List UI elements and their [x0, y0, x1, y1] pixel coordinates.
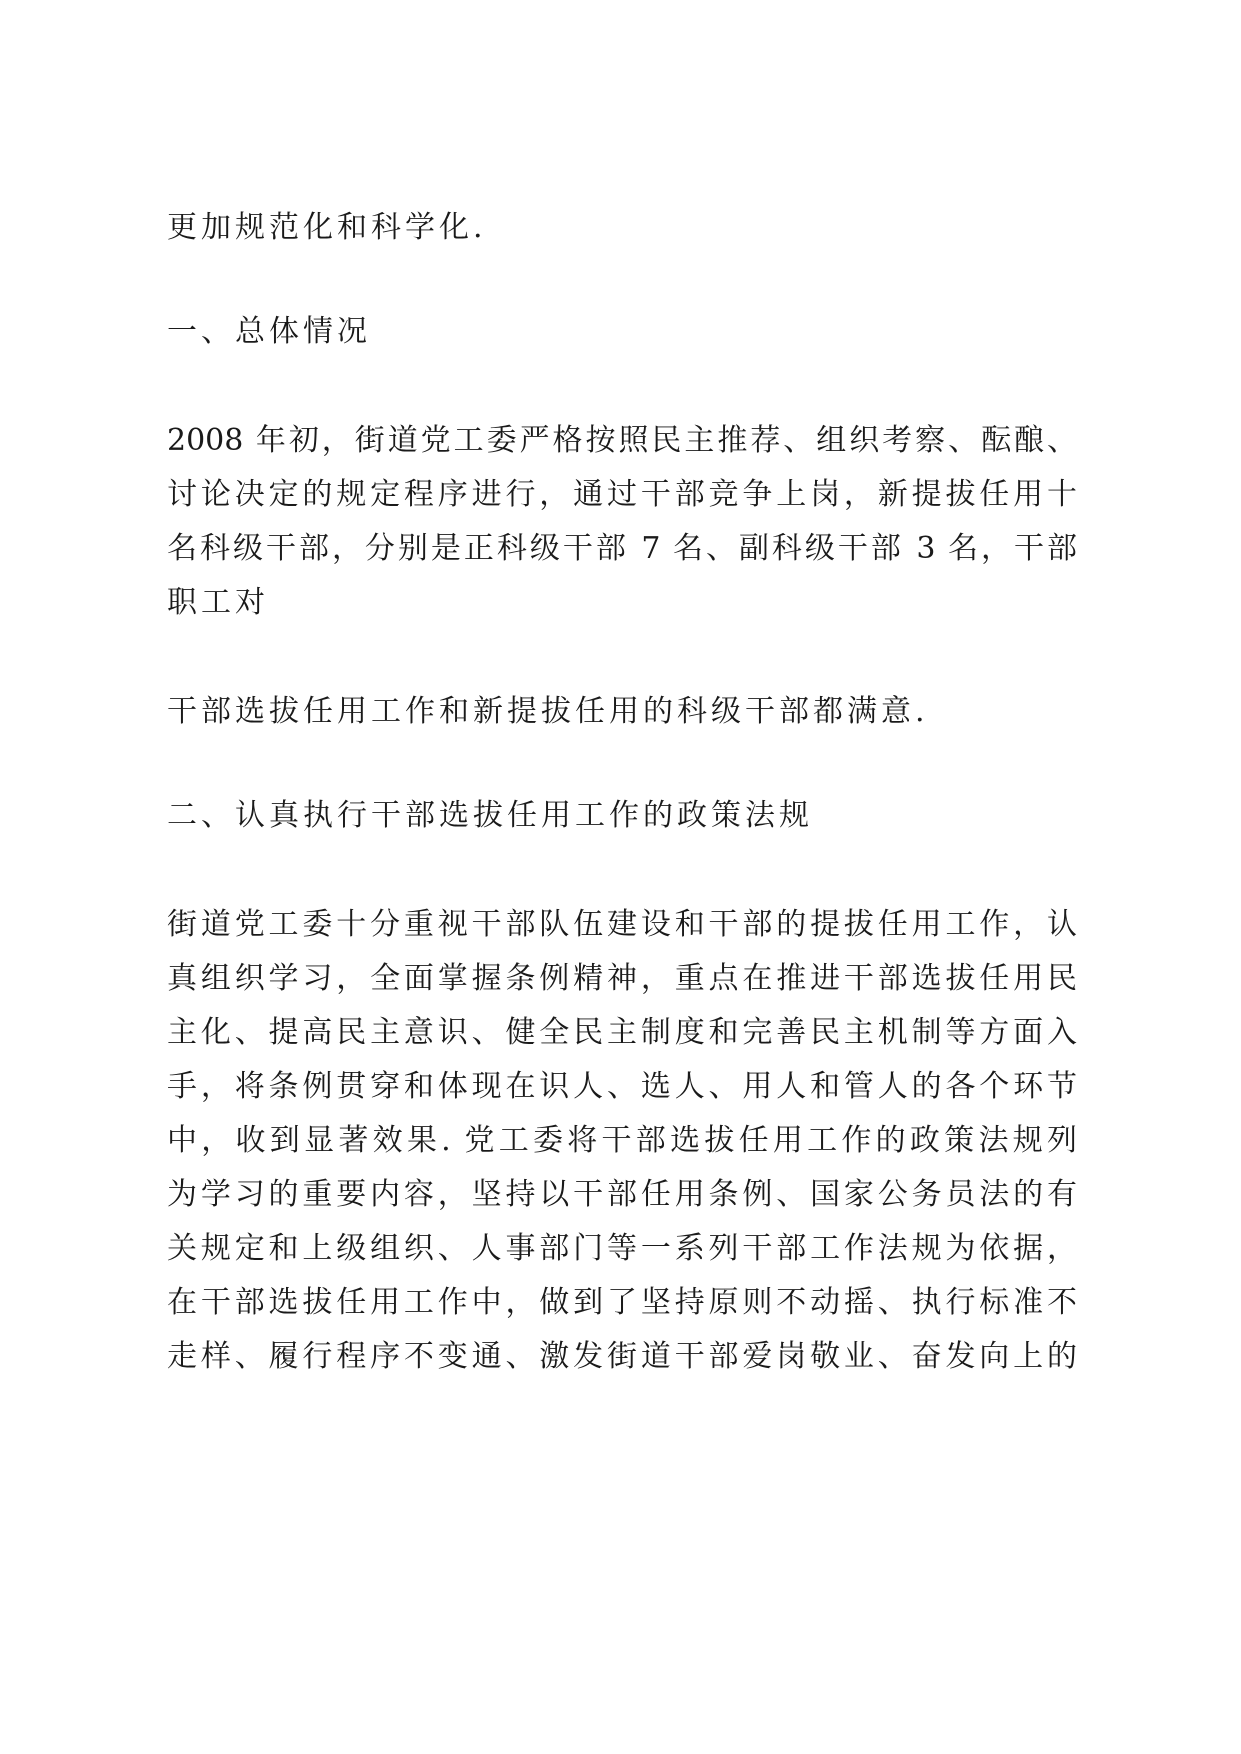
- paragraph-line: 名科级干部，分别是正科级干部 7 名、副科级干部 3 名，干部: [167, 531, 1077, 566]
- paragraph-line: 讨论决定的规定程序进行，通过干部竞争上岗，新提拔任用十: [167, 477, 1077, 512]
- paragraph-line: 街道党工委十分重视干部队伍建设和干部的提拔任用工作，认: [167, 907, 1077, 942]
- paragraph-line: 2008 年初，街道党工委严格按照民主推荐、组织考察、酝酿、: [167, 423, 1077, 458]
- paragraph-line: 为学习的重要内容，坚持以干部任用条例、国家公务员法的有: [167, 1177, 1077, 1212]
- paragraph-line: 手，将条例贯穿和体现在识人、选人、用人和管人的各个环节: [167, 1069, 1077, 1104]
- paragraph-line: 在干部选拔任用工作中，做到了坚持原则不动摇、执行标准不: [167, 1285, 1077, 1320]
- paragraph-line: 中，收到显著效果. 党工委将干部选拔任用工作的政策法规列: [167, 1123, 1077, 1158]
- paragraph-line: 关规定和上级组织、人事部门等一系列干部工作法规为依据，: [167, 1231, 1077, 1266]
- paragraph-line: 干部选拔任用工作和新提拔任用的科级干部都满意.: [167, 694, 929, 729]
- paragraph-line: 真组织学习，全面掌握条例精神，重点在推进干部选拔任用民: [167, 961, 1077, 996]
- paragraph-line: 主化、提高民主意识、健全民主制度和完善民主机制等方面入: [167, 1015, 1077, 1050]
- paragraph-line: 走样、履行程序不变通、激发街道干部爱岗敬业、奋发向上的: [167, 1339, 1077, 1374]
- section-heading: 二、认真执行干部选拔任用工作的政策法规: [167, 798, 813, 833]
- section-heading: 一、总体情况: [167, 314, 371, 349]
- paragraph-line: 职工对: [167, 585, 269, 620]
- paragraph-line: 更加规范化和科学化.: [167, 210, 487, 245]
